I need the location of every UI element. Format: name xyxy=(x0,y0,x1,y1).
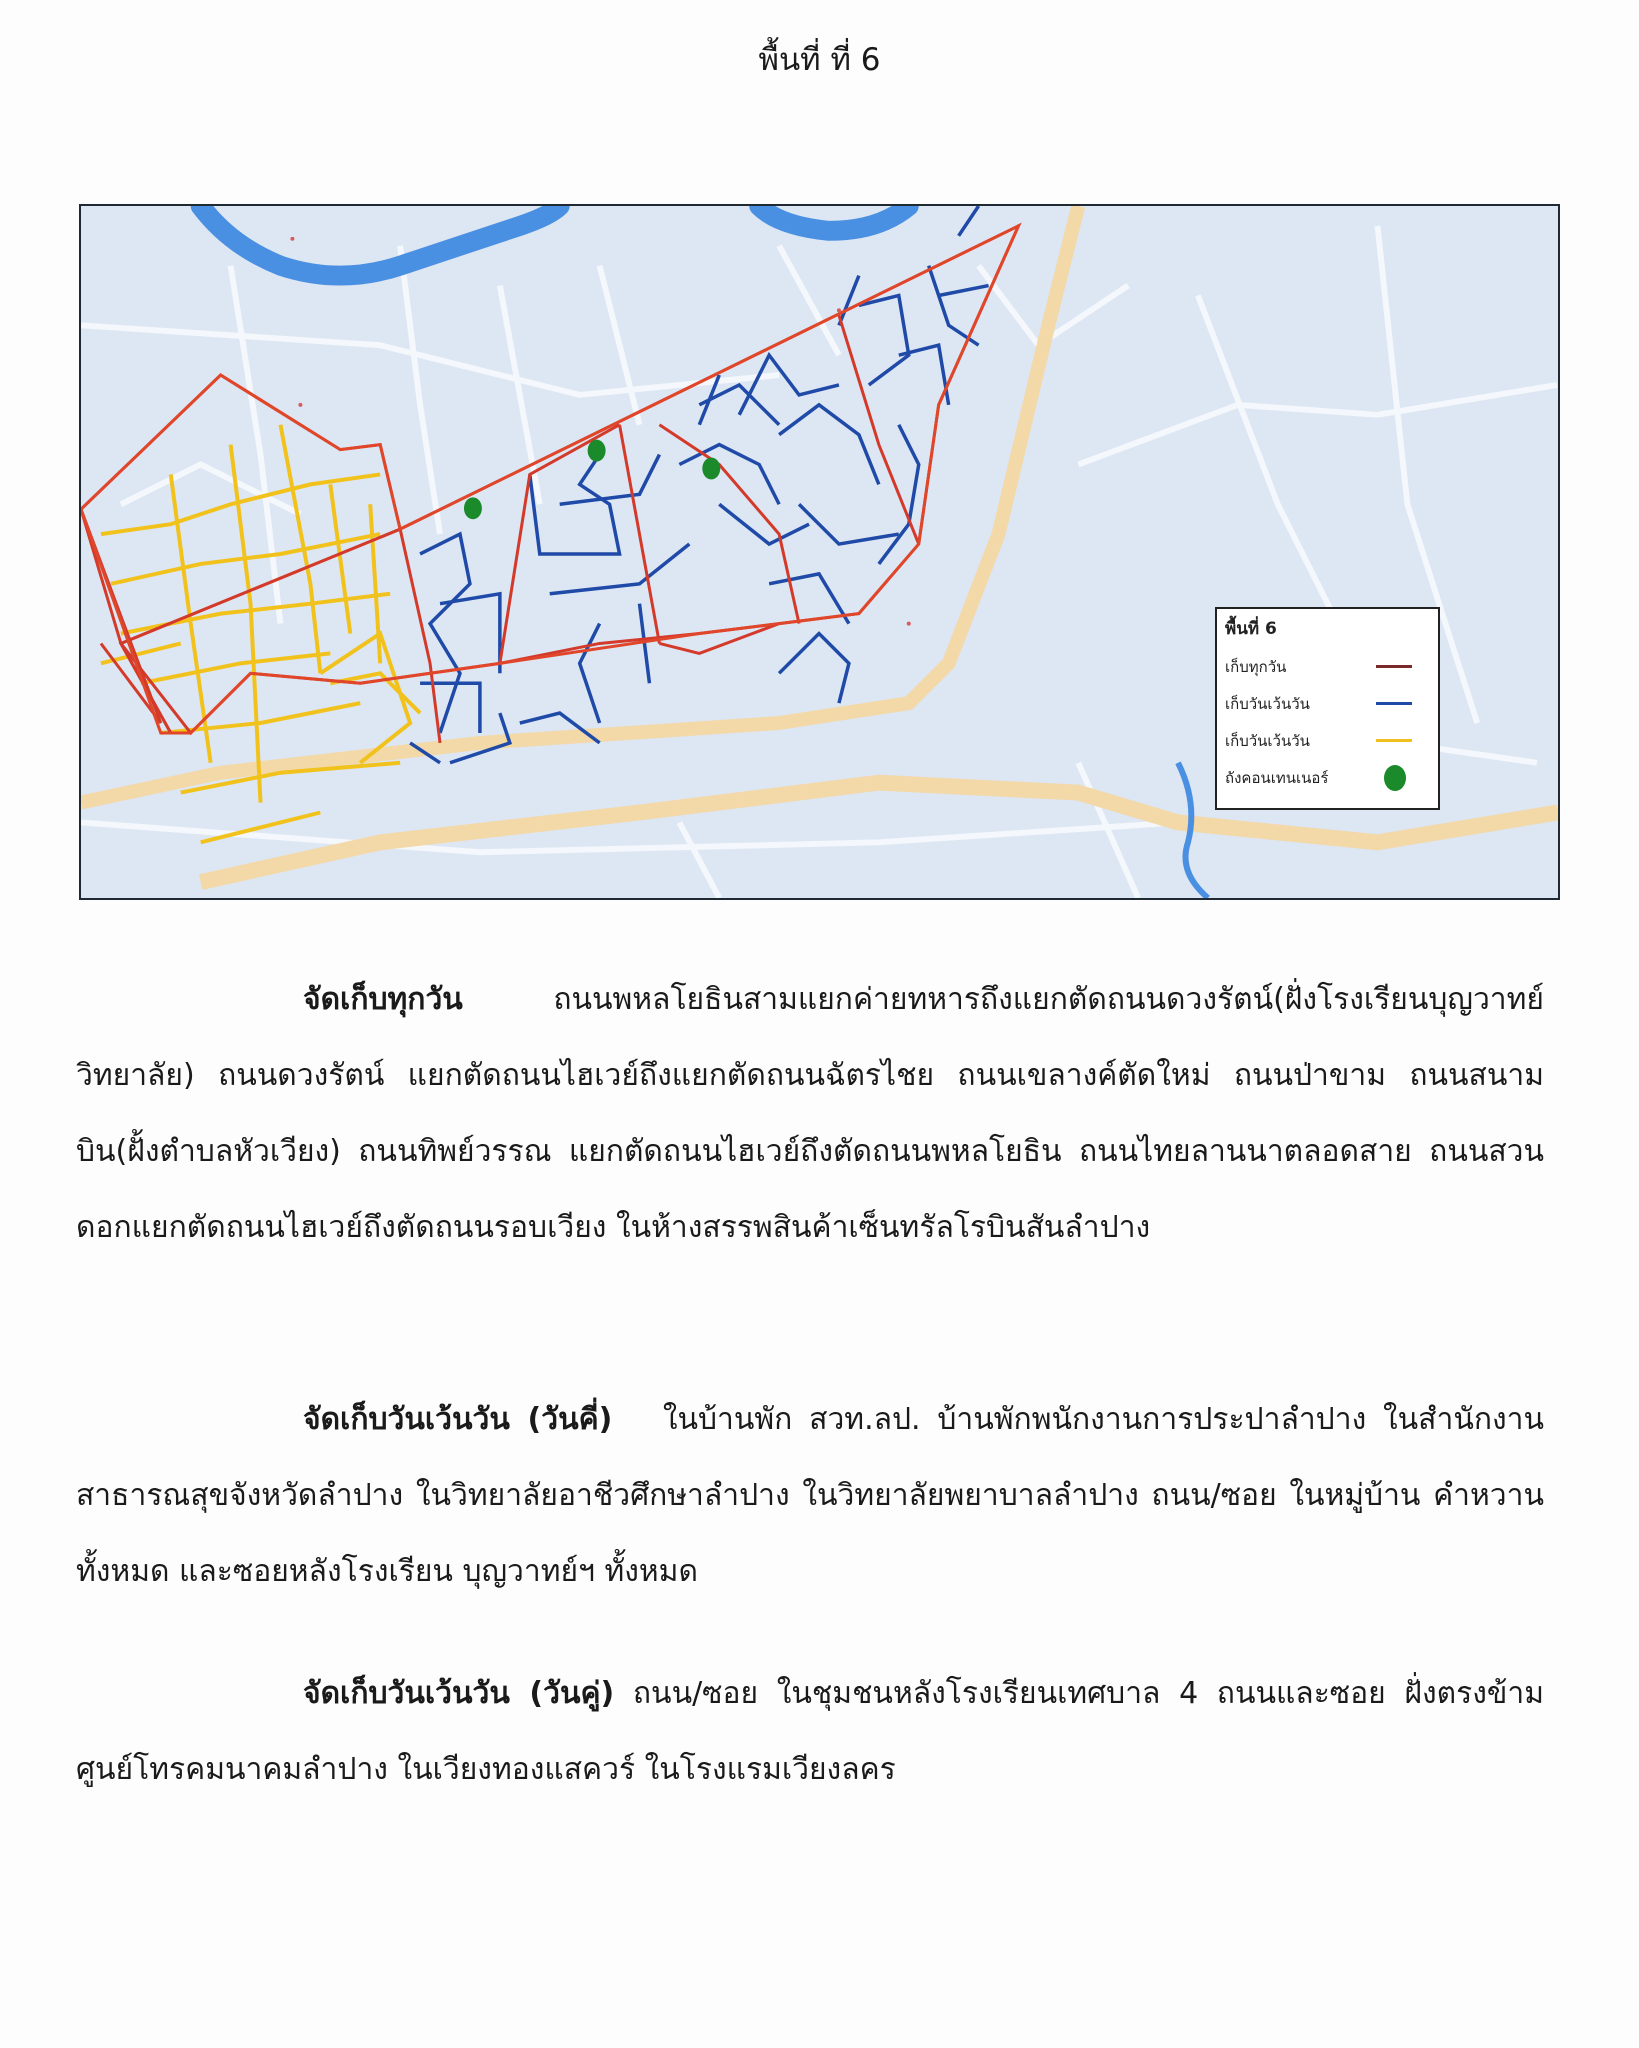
legend-swatch-daily xyxy=(1376,665,1412,668)
legend-label: เก็บวันเว้นวัน xyxy=(1225,694,1310,713)
paragraph-text: ในบ้านพัก สวท.ลป. บ้านพักพนักงานการประปาลำปาง ในสำนักงานสาธารณสุขจังหวัดลำปาง ในวิทยาลัยอาชีวศึกษาลำปาง ในวิทยาลัยพยาบาลลำปาง ถนน/ซอย ในหมู่บ้าน คำหวานทั้งหมด และซอยหลังโรงเรียน บุญวาทย์ฯ ทั้งหมด xyxy=(76,1402,1545,1589)
container-dot xyxy=(588,440,606,462)
page-title: พื้นที่ ที่ 6 xyxy=(758,42,881,78)
legend-label: เก็บทุกวัน xyxy=(1225,657,1287,676)
paragraph-even-days xyxy=(76,1656,1544,1808)
legend-label: ถังคอนเทนเนอร์ xyxy=(1225,768,1329,787)
legend-row-alternate-yellow xyxy=(1225,722,1430,759)
river xyxy=(201,206,909,276)
paragraph-odd-days xyxy=(76,1382,1544,1610)
container-dot xyxy=(464,497,482,519)
legend-title: พื้นที่ 6 xyxy=(1225,619,1277,639)
blue-collection-streets xyxy=(410,206,988,763)
paragraph-heading: จัดเก็บวันเว้นวัน (วันคู่) xyxy=(303,1676,615,1711)
legend-row-container xyxy=(1225,759,1430,796)
map-legend xyxy=(1215,607,1440,810)
paragraph-heading: จัดเก็บทุกวัน xyxy=(303,982,463,1017)
paragraph-text: ถนน/ซอย ในชุมชนหลังโรงเรียนเทศบาล 4 ถนนและซอย ฝั่งตรงข้ามศูนย์โทรคมนาคมลำปาง ในเวียงทองแสควร์ ในโรงแรมเวียงลคร xyxy=(76,1676,1545,1787)
paragraph-daily xyxy=(76,962,1544,1266)
legend-container-dot xyxy=(1384,765,1406,791)
legend-row-alternate-blue xyxy=(1225,685,1430,722)
zone-map xyxy=(79,204,1560,900)
legend-label: เก็บวันเว้นวัน xyxy=(1225,731,1310,750)
container-dot xyxy=(702,458,720,480)
paragraph-heading: จัดเก็บวันเว้นวัน (วันคี่) xyxy=(303,1402,613,1437)
legend-swatch-blue xyxy=(1376,702,1412,705)
paragraph-text: ถนนพหลโยธินสามแยกค่ายทหารถึงแยกตัดถนนดวงรัตน์(ฝั่งโรงเรียนบุญวาทย์วิทยาลัย) ถนนดวงรัตน์ แยกตัดถนนไฮเวย์ถึงแยกตัดถนนฉัตรไชย ถนนเขลางค์ตัดใหม่ ถนนป่าขาม ถนนสนามบิน(ฝั้งตำบลหัวเวียง) ถนนทิพย์วรรณ แยกตัดถนนไฮเวย์ถึงตัดถนนพหลโยธิน ถนนไทยลานนาตลอดสาย ถนนสวนดอกแยกตัดถนนไฮเวย์ถึงตัดถนนรอบเวียง ในห้างสรรพสินค้าเซ็นทรัลโรบินสันลำปาง xyxy=(76,982,1544,1245)
legend-swatch-yellow xyxy=(1376,739,1412,742)
legend-row-daily xyxy=(1225,648,1430,685)
